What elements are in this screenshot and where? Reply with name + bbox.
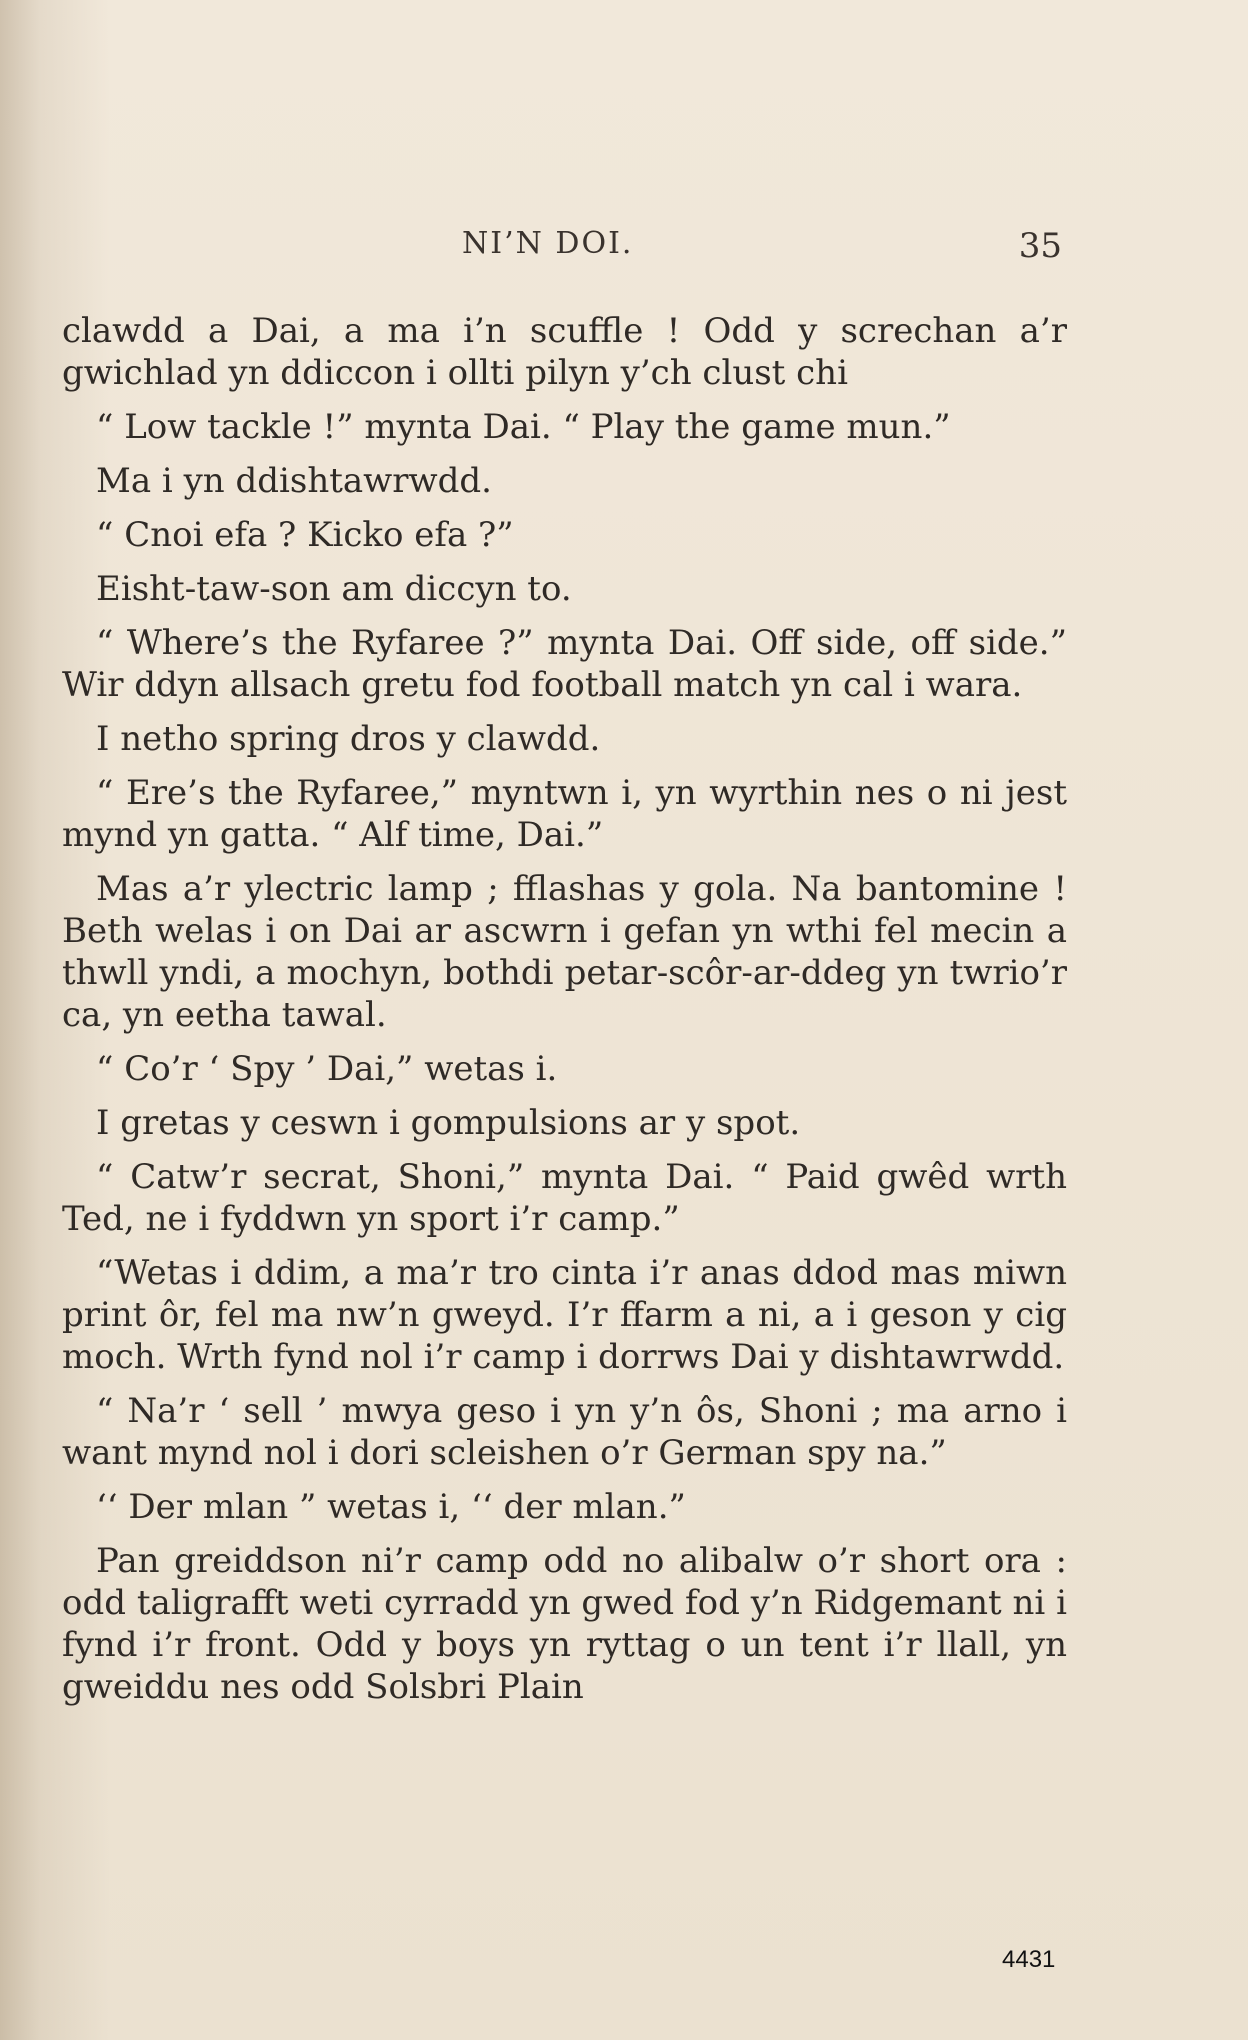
body-text — [62, 310, 1067, 1720]
paragraph: I gretas y ceswn i gompulsions ar y spot. — [96, 1103, 801, 1143]
paragraph: “ Low tackle !” mynta Dai. “ Play the game mun.” — [96, 407, 951, 447]
paragraph: Ma i yn ddishtawrwdd. — [96, 461, 492, 501]
catalog-number: 4431 — [1002, 1946, 1056, 1973]
paragraph: Mas a’r ylectric lamp ; fflashas y gola. Na bantomine ! Beth welas i on Dai ar ascwrn i gefan yn wthi fel mecin a thwll yndi, a mochyn, bothdi petar-scôr-ar-ddeg yn twrio’r ca, yn eetha tawal. — [62, 869, 1067, 1035]
paragraph: I netho spring dros y clawdd. — [96, 719, 601, 759]
paragraph: “ Ere’s the Ryfaree,” myntwn i, yn wyrthin nes o ni jest mynd yn gatta. “ Alf time, Dai.” — [62, 773, 1067, 855]
paragraph: Eisht-taw-son am diccyn to. — [96, 569, 572, 609]
paragraph: ‘‘ Der mlan ” wetas i, ‘‘ der mlan.” — [96, 1487, 686, 1527]
page-header — [62, 226, 1062, 276]
paragraph: “ Catw’r secrat, Shoni,” mynta Dai. “ Paid gwêd wrth Ted, ne i fyddwn yn sport i’r camp.” — [62, 1157, 1067, 1239]
paragraph: “ Where’s the Ryfaree ?” mynta Dai. Off side, off side.” Wir ddyn allsach gretu fod football match yn cal i wara. — [62, 623, 1067, 705]
page-number: 35 — [1018, 226, 1062, 266]
paragraph: “ Co’r ‘ Spy ’ Dai,” wetas i. — [96, 1049, 558, 1089]
paragraph: clawdd a Dai, a ma i’n scuffle ! Odd y screchan a’r gwichlad yn ddiccon i ollti pilyn y’ch clust chi — [62, 311, 1067, 393]
paragraph: Pan greiddson ni’r camp odd no alibalw o’r short ora : odd taligrafft weti cyrradd yn gwed fod y’n Ridgemant ni i fynd i’r front. Odd y boys yn ryttag o un tent i’r llall, yn gweiddu nes odd Solsbri Plain — [62, 1541, 1067, 1707]
paragraph: “ Na’r ‘ sell ’ mwya geso i yn y’n ôs, Shoni ; ma arno i want mynd nol i dori scleishen o’r German spy na.” — [62, 1391, 1067, 1473]
running-title: NI’N DOI. — [462, 226, 634, 261]
paragraph: “ Cnoi efa ? Kicko efa ?” — [96, 515, 514, 555]
paragraph: “Wetas i ddim, a ma’r tro cinta i’r anas ddod mas miwn print ôr, fel ma nw’n gweyd. I’r ffarm a ni, a i geson y cig moch. Wrth fynd nol i’r camp i dorrws Dai y dishtawrwdd. — [62, 1253, 1067, 1377]
